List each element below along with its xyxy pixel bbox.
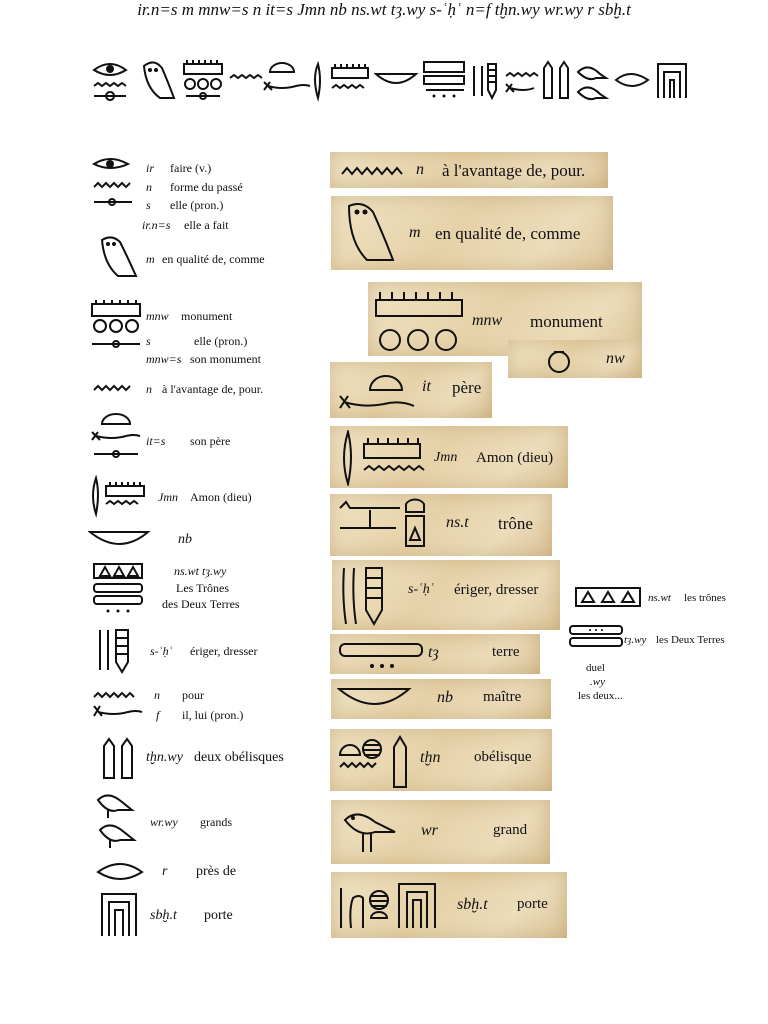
- vocab-card: [331, 872, 567, 938]
- note-translit: tȝ.wy: [624, 634, 647, 646]
- vocab-translit: s: [146, 334, 151, 348]
- mouth-glyph-icon: [616, 74, 648, 86]
- water-glyph-icon: [92, 383, 134, 393]
- vocab-card: [332, 560, 560, 630]
- vocab-translit: ir: [146, 161, 155, 175]
- vocab-meaning: en qualité de, comme: [162, 252, 265, 266]
- vocab-meaning: deux obélisques: [194, 750, 284, 765]
- vocab-meaning: elle (pron.): [194, 334, 248, 348]
- thrones-glyph-icon: [574, 586, 642, 608]
- note-wy: .wy: [590, 676, 605, 688]
- vocab-translit: wr.wy: [150, 815, 178, 829]
- card-meaning: ériger, dresser: [454, 582, 539, 598]
- card-translit: wr: [421, 822, 438, 839]
- reed-draughtboard-glyph-icon: [338, 430, 426, 486]
- card-meaning: trône: [498, 514, 533, 533]
- column-glyph-icon: [340, 564, 396, 628]
- bread-snake-glyph-icon: [264, 63, 310, 90]
- bread-obelisk-glyph-icon: [336, 733, 414, 789]
- card-translit: nb: [437, 689, 453, 706]
- vocab-meaning: forme du passé: [170, 180, 243, 194]
- vocab-meaning: il, lui (pron.): [182, 708, 244, 722]
- vocab-translit: s-ʿḥʿ: [150, 644, 173, 658]
- bolt-glyph-icon: [92, 196, 134, 208]
- vocab-meaning: son monument: [190, 352, 261, 366]
- water-glyph-icon: [92, 180, 134, 190]
- card-translit: Jmn: [434, 450, 458, 465]
- draughtboard-pots-glyph-icon: [90, 298, 144, 354]
- vocab-meaning: des Deux Terres: [162, 597, 240, 611]
- card-meaning: obélisque: [474, 749, 532, 765]
- vocab-translit: nb: [178, 532, 192, 547]
- card-translit: n: [416, 161, 424, 178]
- vocab-translit: ir.n=s: [142, 218, 171, 232]
- vocab-translit: Jmn: [158, 490, 178, 504]
- vocab-meaning: monument: [181, 309, 233, 323]
- vocab-translit: it=s: [146, 434, 166, 448]
- vocab-translit: sbḫ.t: [150, 908, 177, 923]
- draughtboard-pots-glyph-icon: [372, 288, 468, 354]
- card-translit: s-ʿḥʿ: [408, 582, 435, 597]
- water-glyph-icon: [230, 75, 262, 78]
- vocab-card: [331, 196, 613, 270]
- bread-snake-glyph-icon: [88, 410, 144, 462]
- vocab-translit: mnw: [146, 309, 169, 323]
- card-meaning: Amon (dieu): [476, 450, 554, 466]
- basket-glyph-icon: [337, 683, 413, 715]
- swallow-glyph-icon: [578, 67, 606, 99]
- vocab-translit: s: [146, 198, 151, 212]
- basket-glyph-icon: [88, 528, 152, 552]
- vocab-translit: r: [162, 864, 168, 879]
- vocab-meaning: son père: [190, 434, 231, 448]
- water-glyph-icon: [94, 83, 126, 86]
- vocab-meaning: à l'avantage de, pour.: [162, 382, 264, 396]
- owl-glyph-icon: [339, 200, 399, 266]
- thrones-glyph-icon: [424, 62, 464, 98]
- column-glyph-icon: [474, 64, 496, 98]
- card-meaning: grand: [493, 822, 528, 838]
- card-meaning: monument: [530, 312, 603, 331]
- vocab-meaning: porte: [204, 908, 233, 923]
- card-meaning: porte: [517, 896, 548, 912]
- card-translit: mnw: [472, 312, 503, 329]
- card-translit: sbḫ.t: [457, 896, 488, 913]
- vocab-translit: m: [146, 252, 155, 266]
- thrones-two-lands-glyph-icon: [92, 562, 148, 616]
- two-lands-glyph-icon: [568, 624, 624, 652]
- pot-glyph-icon: [546, 346, 572, 374]
- card-meaning: terre: [492, 644, 520, 660]
- card-meaning: à l'avantage de, pour.: [442, 161, 586, 180]
- obelisks-glyph-icon: [544, 62, 568, 98]
- vocab-meaning: Amon (dieu): [190, 490, 252, 504]
- note-duel: duel: [586, 662, 605, 674]
- card-translit: ns.t: [446, 514, 469, 531]
- card-meaning: en qualité de, comme: [435, 224, 581, 243]
- water-glyph-icon: [340, 164, 404, 178]
- vocab-meaning: Les Trônes: [176, 581, 230, 595]
- vocab-card: [330, 634, 540, 674]
- doorway-glyph-icon: [337, 880, 447, 932]
- swallow-glyph-icon: [341, 806, 411, 858]
- column-glyph-icon: [96, 626, 136, 676]
- water-viper-glyph-icon: [506, 73, 538, 92]
- vocab-meaning: pour: [182, 688, 204, 702]
- draughtboard-glyph-icon: [184, 60, 222, 99]
- note-meaning: les trônes: [684, 592, 726, 604]
- vocab-card: [331, 679, 551, 719]
- reed-draughtboard-glyph-icon: [88, 474, 150, 518]
- vocab-meaning: elle (pron.): [170, 198, 224, 212]
- water-glyph-icon: [92, 690, 138, 700]
- owl-glyph-icon: [96, 234, 142, 280]
- vocab-card: [330, 494, 552, 556]
- bread-snake-glyph-icon: [336, 366, 420, 414]
- vocab-translit: tḫn.wy: [146, 750, 183, 765]
- note-meaning: les Deux Terres: [656, 634, 725, 646]
- vocab-card-extension: [508, 340, 642, 378]
- card-translit: m: [409, 224, 421, 241]
- card-meaning: père: [452, 378, 482, 397]
- header-hieroglyph-line: [92, 58, 708, 102]
- mouth-glyph-icon: [96, 862, 146, 882]
- sedge-throne-glyph-icon: [336, 498, 432, 554]
- card-translit: tȝ: [428, 644, 439, 661]
- vocab-card: [330, 729, 552, 791]
- vocab-card: [330, 152, 608, 188]
- obelisks-glyph-icon: [100, 736, 140, 780]
- swallow-glyph-icon: [94, 788, 144, 850]
- eye-glyph-icon: [92, 156, 132, 172]
- vocab-translit: n: [154, 688, 160, 702]
- viper-glyph-icon: [92, 704, 144, 720]
- card-translit: it: [422, 378, 431, 395]
- basket-glyph-icon: [376, 74, 416, 83]
- vocab-translit: mnw=s: [146, 352, 182, 366]
- draughtboard-glyph-icon: [332, 64, 368, 88]
- vocab-translit: f: [156, 708, 160, 722]
- vocab-meaning: faire (v.): [170, 161, 212, 175]
- vocab-meaning: ériger, dresser: [190, 644, 258, 658]
- card-extra: nw: [606, 350, 625, 367]
- vocab-card: [330, 362, 492, 418]
- vocab-meaning: elle a fait: [184, 218, 229, 232]
- bolt-glyph-icon: [94, 92, 126, 100]
- eye-glyph-icon: [94, 64, 126, 75]
- owl-glyph-icon: [144, 62, 174, 98]
- vocab-meaning: grands: [200, 815, 232, 829]
- vocab-translit: ns.wt tȝ.wy: [174, 564, 227, 578]
- vocab-card: [331, 800, 550, 864]
- vocab-card: [330, 426, 568, 488]
- card-translit: tḫn: [420, 749, 441, 766]
- note-les-deux: les deux...: [578, 690, 623, 702]
- doorway-glyph-icon: [100, 892, 140, 938]
- header-transliteration: ir.n=s m mnw=s n it=s Jmn nb ns.wt tȝ.wy s-ʿḥʿ n=f tḫn.wy wr.wy r sbḫ.t: [137, 0, 631, 19]
- doorway-glyph-icon: [658, 64, 686, 98]
- land-glyph-icon: [336, 640, 426, 672]
- vocab-meaning: près de: [196, 864, 237, 879]
- reed-glyph-icon: [315, 64, 320, 98]
- note-translit: ns.wt: [648, 592, 671, 604]
- vocab-translit: n: [146, 180, 152, 194]
- card-meaning: maître: [483, 689, 522, 705]
- vocab-translit: n: [146, 382, 152, 396]
